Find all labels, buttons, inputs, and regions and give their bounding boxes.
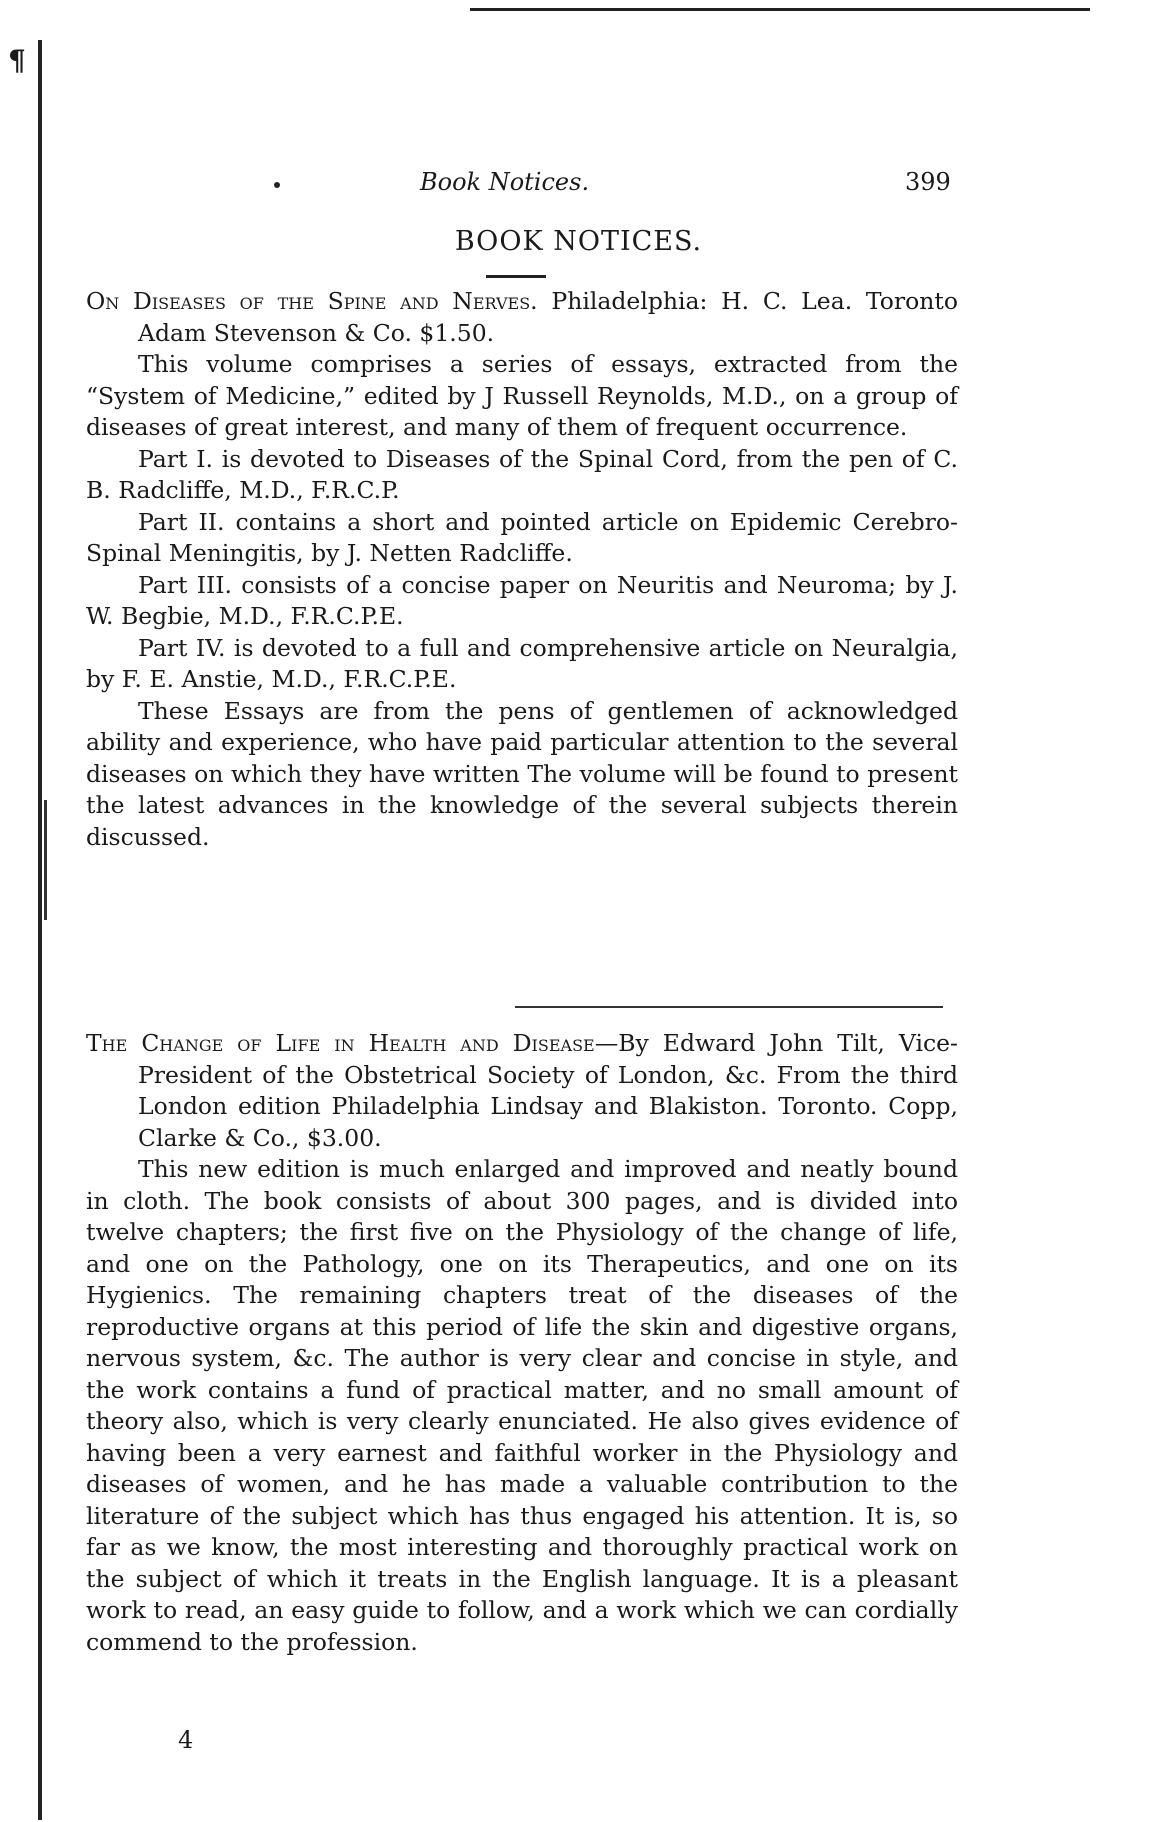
notice-title-text: The Change of Life in Health and Disease <box>86 1029 595 1057</box>
running-head <box>0 168 1157 202</box>
notice-paragraph: This volume comprises a series of essays, extracted from the “System of Medicine,” edited by J Russell Reynolds, M.D., on a group of diseases of great interest, and many of them of frequent occurrence. <box>86 350 958 441</box>
notice-paragraph: These Essays are from the pens of gentlemen of acknowledged ability and experience, who have paid particular attention to the several diseases on which they have written The volume will be found to present the latest advances in the knowledge of the several subjects therein discussed. <box>86 696 958 851</box>
left-border-rule <box>38 40 42 1820</box>
section-divider <box>515 1006 943 1008</box>
notice-paragraph: Part II. contains a short and pointed article on Epidemic Cerebro-Spinal Meningitis, by J. Netten Radcliffe. <box>86 507 958 567</box>
heading-rule <box>486 275 546 278</box>
notice-paragraph: Part I. is devoted to Diseases of the Spinal Cord, from the pen of C. B. Radcliffe, M.D., F.R.C.P. <box>86 444 958 504</box>
corner-mark: ¶ <box>8 44 26 77</box>
notice-publication: Philadelphia: H. C. Lea. Toronto Adam Stevenson & Co. $1.50. <box>138 287 958 347</box>
notice-paragraph: Part IV. is devoted to a full and comprehensive article on Neuralgia, by F. E. Anstie, M.D., F.R.C.P.E. <box>86 633 958 693</box>
notice-publication: —By Edward John Tilt, Vice-President of the Obstetrical Society of London, &c. From the third London edition Philadelphia Lindsay and Blakiston. Toronto. Copp, Clarke & Co., $3.00. <box>138 1029 958 1152</box>
notice-title <box>86 286 958 349</box>
running-head-title: Book Notices. <box>420 168 590 196</box>
notice-paragraph: Part III. consists of a concise paper on Neuritis and Neuroma; by J. W. Begbie, M.D., F.R.C.P.E. <box>86 570 958 630</box>
notice-title <box>86 1028 958 1154</box>
section-heading: BOOK NOTICES. <box>454 226 703 257</box>
top-border-rule <box>470 8 1090 11</box>
book-notice-spine-nerves <box>86 286 958 853</box>
signature-mark: 4 <box>178 1726 194 1754</box>
notice-paragraph: This new edition is much enlarged and improved and neatly bound in cloth. The book consists of about 300 pages, and is divided into twelve chapters; the first five on the Physiology of the change of life, and one on the Pathology, one on its Therapeutics, and one on its Hygienics. The remaining chapters treat of the diseases of the reproductive organs at this period of life the skin and digestive organs, nervous system, &c. The author is very clear and concise in style, and the work contains a fund of practical matter, and no small amount of theory also, which is very clearly enunciated. He also gives evidence of having been a very earnest and faithful worker in the Physiology and diseases of women, and he has made a valuable contribution to the literature of the subject which has thus engaged his attention. It is, so far as we know, the most interesting and thoroughly practical work on the subject of which it treats in the English language. It is a pleasant work to read, an easy guide to follow, and a work which we can cordially commend to the profession. <box>86 1155 958 1656</box>
book-notice-change-of-life <box>86 1028 958 1658</box>
notice-title-text: On Diseases of the Spine and Nerves. <box>86 287 538 315</box>
page-number: 399 <box>905 168 951 196</box>
left-border-shadow <box>44 800 47 920</box>
running-head-dot <box>274 182 280 188</box>
